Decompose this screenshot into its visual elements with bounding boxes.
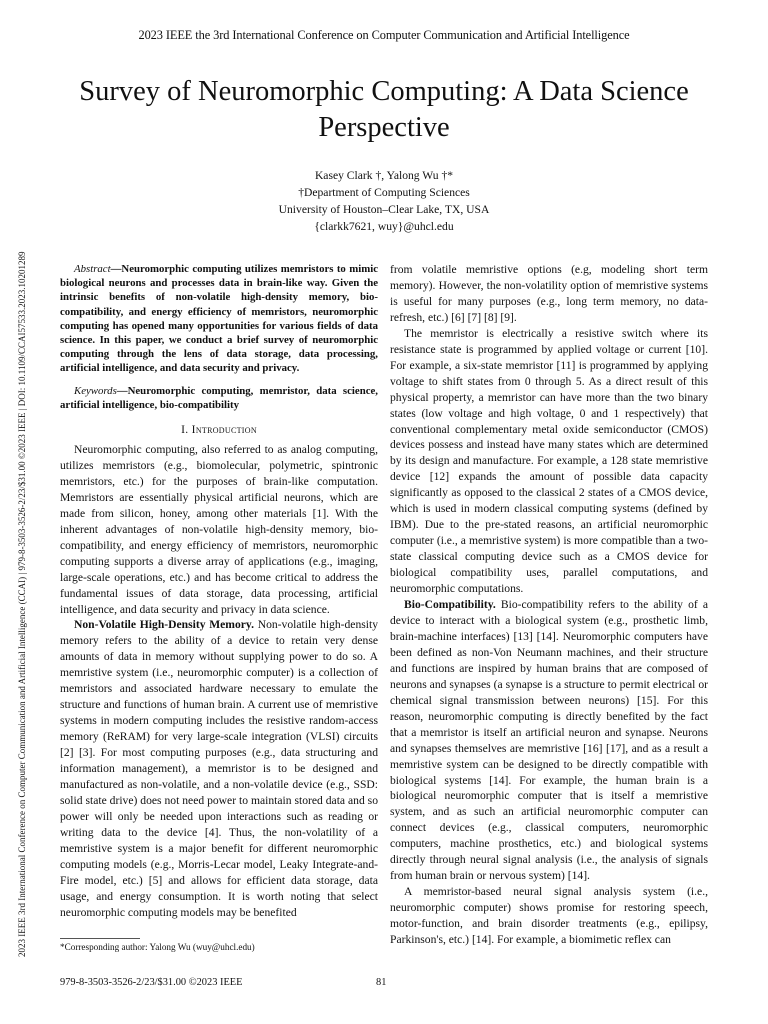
left-column: [60, 262, 378, 921]
right-column: [390, 262, 708, 948]
memory-paragraph: [60, 617, 378, 920]
side-copyright-notice: 2023 IEEE 3rd International Conference on Computer Communication and Artificial Intelligence (CCAI) | 979-8-3503-3526-2/23/$31.00 ©2023 IEEE | DOI: 10.1109/CCAI57533.2023.10201289: [17, 251, 27, 957]
volatility-paragraph: from volatile memristive options (e.g, modeling short term memory). However, the non-volatility option of memristive systems is useful for many purposes (e.g., long term memory, no data-refresh, etc.) [6] [7] [8] [9].: [390, 263, 708, 324]
section-heading: [60, 422, 378, 438]
biocompat-paragraph-head: Bio-Compatibility.: [404, 598, 496, 612]
section-title: Introduction: [191, 423, 257, 437]
signal-analysis-paragraph: A memristor-based neural signal analysis system (i.e., neuromorphic computer) shows promise for restoring speech, motor-function, and brain disorder treatments (e.g., epilipsy, Parkinson's, etc.) [14]. For example, a biomimetic reflex can: [390, 885, 708, 947]
biocompat-paragraph-text: Bio-compatibility refers to the ability of a device to interact with a biological system (e.g., prosthetic limb, brain-machine interfaces) [13] [14]. Neuromorphic computers have been defined as non-Von Neumann machines, and their structure and functions are inspired by human brains that are composed of neurons and synapses (a synapse is a structure to permit electrical or chemical signal transmission between neurons) [15]. For this reason, neuromorphic computing is directly benefited by the fact that a memristor is itself an artificial neuron and synapse. Neurons and synapses themselves are memristive [16] [17], and as a result a memristive system can be designed to be directly compatible with biological systems [14]. For example, the human brain is a biological neuromorphic computer that is itself a memristive system, and as such an artificial neuromorphic computer can connect devices (e.g., classical computers, neuromorphic computers, machine prosthetics, etc.) and biological systems directly through neural signal analysis (i.e., the analysis of signals from human brain or nervous system) [14].: [390, 598, 708, 883]
footer-copyright: 979-8-3503-3526-2/23/$31.00 ©2023 IEEE: [60, 977, 243, 988]
memory-paragraph-head: Non-Volatile High-Density Memory.: [74, 618, 254, 632]
footnote-divider: [60, 938, 140, 939]
author-department: †Department of Computing Sciences: [298, 186, 470, 199]
author-university: University of Houston–Clear Lake, TX, USA: [278, 203, 490, 216]
abstract-label: Abstract: [74, 263, 111, 275]
keywords-label: Keywords: [74, 384, 117, 397]
page-number: 81: [376, 977, 387, 988]
author-block: [0, 167, 768, 235]
biocompat-paragraph: [390, 597, 708, 884]
author-email: {clarkk7621, wuy}@uhcl.edu: [314, 220, 454, 233]
abstract: [60, 262, 378, 376]
keywords-text: —Neuromorphic computing, memristor, data science, artificial intelligence, bio-compatibility: [60, 384, 378, 411]
keywords: [60, 384, 378, 412]
conference-header: 2023 IEEE the 3rd International Conference on Computer Communication and Artificial Intelligence: [138, 28, 630, 42]
memory-paragraph-text: Non-volatile high-density memory refers to the ability of a device to retain very dense amounts of data in memory without supplying power to do so. A memristive system (i.e., neuromorphic computer) is a collection of memristors and associated hardware necessary to emulate the structure and functions of human brain. A current use of memristive systems in modern computing includes the resistive random-access memory (ReRAM) for very large-scale integration (VLSI) circuits [2] [3]. For most computing purposes (e.g., data structuring and information management), a memristor is to be designed and manufactured as non-volatile, and a non-volatile device (e.g., SSD: solid state drive) does not need power to maintain stored data and so power will only be needed upon interactions such as reading or writing data to the device [4]. Thus, the non-volatility of a memristive system is a major benefit for different neuromorphic computing models (e.g., Morris-Lecar model, Leaky Integrate-and-Fire model, etc.) [5] and allows for efficient data storage, data usage, and energy consumption. It is worth noting that select neuromorphic computing models may be benefited: [60, 618, 378, 919]
abstract-text: —Neuromorphic computing utilizes memristors to mimic biological neurons and processes data in brain-like way. Given the intrinsic benefits of non-volatile high-density memory, bio-compatibility, and energy efficiency of memristors, neuromorphic computing has opened many opportunities for various fields of data science. In this paper, we conduct a brief survey of neuromorphic computing through the lens of data storage, data processing, artificial intelligence, and data security and privacy.: [60, 263, 378, 375]
author-names: Kasey Clark †, Yalong Wu †*: [314, 169, 454, 182]
intro-paragraph: Neuromorphic computing, also referred to as analog computing, utilizes memristors (e.g., biomolecular, polymetric, spintronic memristors, etc.) for the purposes of brain-like computation. Memristors are essentially physical artificial neurons, which are made from silicon, honey, among other materials [1]. With the inherent advantages of non-volatile high-density memory, bio-compatibility, and energy efficiency of memristors, neuromorphic computing supports a diverse array of applications (e.g., imaging, large-scale operations, etc.) and has become critical to address the fundamental issues of data storage, data processing, artificial intelligence, and data security and privacy in data science.: [60, 442, 378, 616]
memristor-paragraph: The memristor is electrically a resistive switch where its resistance state is programmed by applied voltage or current [10]. For example, a six-state memristor [11] is programmed by applying voltage to shift states from 0 through 5. As a direct result of this physical property, a memristor can have more than the two binary states (low voltage and high voltage, 0 and 1 respectively) that conventional complementary metal oxide semiconductor (CMOS) devices possess and instead have many states which are determined by its design and manufacture. For example, a 128 state memristive device [12] expands the amount of possible data capacity significantly as opposed to the classical 2 states of a CMOS device, which is used in modern classical computing systems (defined by IBM). Due to the pre-stated reasons, an artificial neuromorphic computer (i.e., a memristive system) is more compatible than a two-state classical computing device such as a CMOS device for biological compatibility uses, parallel computations, and neuromorphic computations.: [390, 326, 708, 596]
paper-title: Survey of Neuromorphic Computing: A Data Science Perspective: [79, 76, 689, 143]
section-number: I.: [181, 423, 192, 437]
footnote: *Corresponding author: Yalong Wu (wuy@uhcl.edu): [60, 942, 255, 952]
